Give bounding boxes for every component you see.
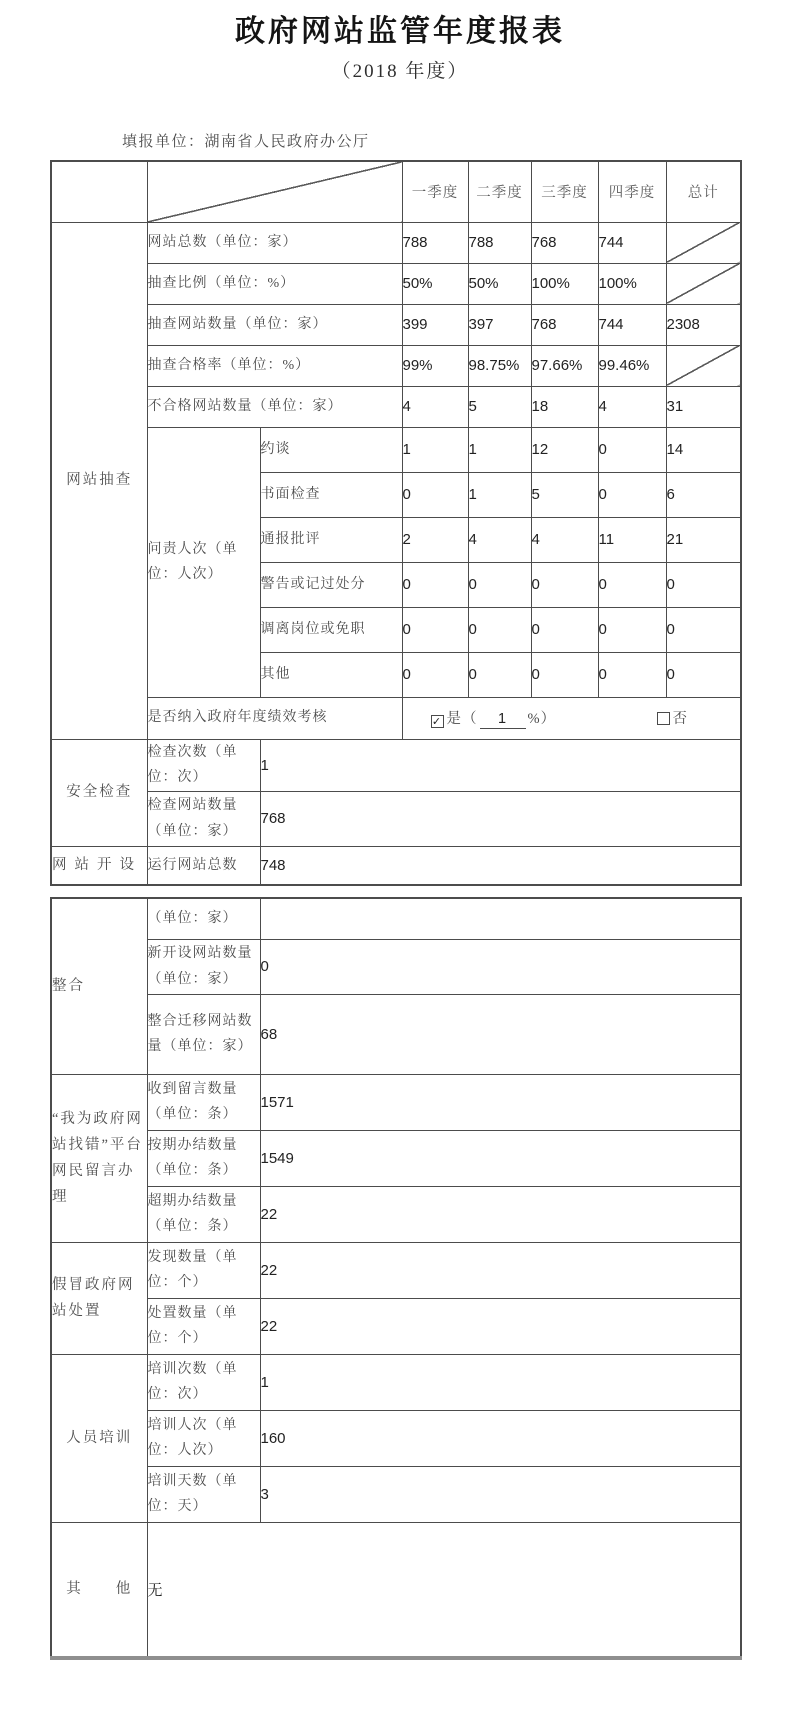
- row-label: 发现数量（单位：个）: [147, 1242, 260, 1298]
- q4-value: 99.46%: [598, 345, 666, 386]
- q2-value: 1: [468, 427, 531, 472]
- row-label: 警告或记过处分: [260, 562, 402, 607]
- row-label: 培训人次（单位：人次）: [147, 1410, 260, 1466]
- row-value: 768: [260, 791, 741, 846]
- total-value: 2308: [666, 304, 741, 345]
- row-label: 收到留言数量（单位：条）: [147, 1074, 260, 1130]
- table-row: [51, 1466, 741, 1522]
- group-label-website-sampling: 网站抽查: [51, 222, 147, 739]
- q2-value: 397: [468, 304, 531, 345]
- q3-value: 100%: [531, 263, 598, 304]
- column-header-q1: 一季度: [402, 161, 468, 222]
- page-subtitle: （2018 年度）: [331, 61, 469, 82]
- row-label: 运行网站总数: [147, 846, 260, 885]
- row-label: 处置数量（单位：个）: [147, 1298, 260, 1354]
- row-label: 书面检查: [260, 472, 402, 517]
- column-header-q3: 三季度: [531, 161, 598, 222]
- q3-value: 0: [531, 607, 598, 652]
- table-row: [51, 1186, 741, 1242]
- table-row: [51, 222, 741, 263]
- q1-value: 0: [402, 562, 468, 607]
- total-value: 0: [666, 562, 741, 607]
- table-row: [51, 939, 741, 994]
- row-value: 68: [260, 994, 741, 1074]
- row-label: 抽查合格率（单位：%）: [147, 345, 402, 386]
- q1-value: 4: [402, 386, 468, 427]
- assessment-yes: [431, 707, 557, 729]
- row-value: 1: [260, 1354, 741, 1410]
- column-header-q4: 四季度: [598, 161, 666, 222]
- q1-value: 99%: [402, 345, 468, 386]
- total-value-diagonal: [666, 263, 741, 304]
- q1-value: 0: [402, 652, 468, 697]
- group-label-error-platform: “我为政府网站找错”平台网民留言办理: [51, 1074, 147, 1242]
- row-label: 按期办结数量（单位：条）: [147, 1130, 260, 1186]
- q1-value: 0: [402, 472, 468, 517]
- q3-value: 12: [531, 427, 598, 472]
- group-label-security-check: 安全检查: [51, 739, 147, 846]
- assessment-no-label: 否: [672, 711, 688, 728]
- total-value: 0: [666, 607, 741, 652]
- group-label-training: 人员培训: [51, 1354, 147, 1522]
- table-row: [51, 898, 741, 939]
- q2-value: 0: [468, 607, 531, 652]
- supervision-table-page1: [50, 160, 742, 886]
- table-row: [51, 1130, 741, 1186]
- total-value-diagonal: [666, 345, 741, 386]
- q3-value: 0: [531, 562, 598, 607]
- q3-value: 0: [531, 652, 598, 697]
- assessment-yes-prefix: 是（: [446, 711, 478, 728]
- assessment-yes-suffix: %）: [527, 711, 557, 728]
- q4-value: 100%: [598, 263, 666, 304]
- row-value: 0: [260, 939, 741, 994]
- row-label: 整合迁移网站数量（单位：家）: [147, 994, 260, 1074]
- row-label: 通报批评: [260, 517, 402, 562]
- row-label: 培训次数（单位：次）: [147, 1354, 260, 1410]
- table-row: [51, 1074, 741, 1130]
- group-label-fake-sites: 假冒政府网站处置: [51, 1242, 147, 1354]
- row-label: 新开设网站数量（单位：家）: [147, 939, 260, 994]
- table-row: [51, 263, 741, 304]
- group-label-integration: 整合: [51, 898, 147, 1074]
- table-row: [51, 304, 741, 345]
- q4-value: 11: [598, 517, 666, 562]
- row-label: 约谈: [260, 427, 402, 472]
- q4-value: 0: [598, 652, 666, 697]
- row-value: 160: [260, 1410, 741, 1466]
- q4-value: 0: [598, 607, 666, 652]
- q1-value: 2: [402, 517, 468, 562]
- q2-value: 98.75%: [468, 345, 531, 386]
- row-label: （单位：家）: [147, 898, 260, 939]
- q1-value: 1: [402, 427, 468, 472]
- row-value: 748: [260, 846, 741, 885]
- table-row: [51, 427, 741, 472]
- table-row: [51, 1410, 741, 1466]
- assessment-no: [657, 707, 689, 728]
- column-header-total: 总计: [666, 161, 741, 222]
- total-value: 0: [666, 652, 741, 697]
- row-label: 抽查网站数量（单位：家）: [147, 304, 402, 345]
- q1-value: 0: [402, 607, 468, 652]
- q3-value: 97.66%: [531, 345, 598, 386]
- total-value: 6: [666, 472, 741, 517]
- assessment-percentage-value: 1: [480, 711, 526, 729]
- table-row: [51, 994, 741, 1074]
- q3-value: 4: [531, 517, 598, 562]
- q2-value: 0: [468, 652, 531, 697]
- q4-value: 744: [598, 222, 666, 263]
- q1-value: 788: [402, 222, 468, 263]
- assessment-label: 是否纳入政府年度绩效考核: [147, 697, 402, 739]
- row-value: 1549: [260, 1130, 741, 1186]
- q4-value: 0: [598, 562, 666, 607]
- reporting-unit: 填报单位：湖南省人民政府办公厅: [122, 134, 370, 150]
- row-value: 无: [147, 1522, 741, 1658]
- q4-value: 0: [598, 472, 666, 517]
- assessment-row: [51, 697, 741, 739]
- q2-value: 0: [468, 562, 531, 607]
- row-value: [260, 898, 741, 939]
- q4-value: 0: [598, 427, 666, 472]
- group-label-site-operation: 网站开设: [51, 846, 147, 885]
- q3-value: 5: [531, 472, 598, 517]
- q4-value: 744: [598, 304, 666, 345]
- row-label: 超期办结数量（单位：条）: [147, 1186, 260, 1242]
- q3-value: 18: [531, 386, 598, 427]
- q1-value: 399: [402, 304, 468, 345]
- table-row: [51, 386, 741, 427]
- header-corner-cell: [51, 161, 147, 222]
- q2-value: 50%: [468, 263, 531, 304]
- row-label: 不合格网站数量（单位：家）: [147, 386, 402, 427]
- page-title: 政府网站监管年度报表: [235, 15, 565, 48]
- table-row: [51, 1522, 741, 1658]
- q2-value: 5: [468, 386, 531, 427]
- group-label-other: 其 他: [51, 1522, 147, 1658]
- table-row: [51, 1242, 741, 1298]
- supervision-table-page2: [50, 897, 742, 1660]
- row-label: 网站总数（单位：家）: [147, 222, 402, 263]
- q2-value: 788: [468, 222, 531, 263]
- q1-value: 50%: [402, 263, 468, 304]
- row-value: 22: [260, 1186, 741, 1242]
- row-label: 其他: [260, 652, 402, 697]
- q4-value: 4: [598, 386, 666, 427]
- row-value: 1: [260, 739, 741, 791]
- q3-value: 768: [531, 222, 598, 263]
- total-value-diagonal: [666, 222, 741, 263]
- q3-value: 768: [531, 304, 598, 345]
- total-value: 21: [666, 517, 741, 562]
- table-row: [51, 345, 741, 386]
- q2-value: 1: [468, 472, 531, 517]
- row-label: 抽查比例（单位：%）: [147, 263, 402, 304]
- header-row: [51, 161, 741, 222]
- table-row: [51, 739, 741, 791]
- row-value: 22: [260, 1298, 741, 1354]
- unchecked-checkbox-icon: [657, 712, 670, 725]
- table-row: [51, 791, 741, 846]
- table-row: [51, 1298, 741, 1354]
- total-value: 14: [666, 427, 741, 472]
- total-value: 31: [666, 386, 741, 427]
- row-value: 22: [260, 1242, 741, 1298]
- checked-checkbox-icon: ✓: [431, 715, 443, 729]
- table-row: [51, 846, 741, 885]
- row-label: 培训天数（单位：天）: [147, 1466, 260, 1522]
- row-label: 检查网站数量（单位：家）: [147, 791, 260, 846]
- row-value: 1571: [260, 1074, 741, 1130]
- column-header-q2: 二季度: [468, 161, 531, 222]
- table-row: [51, 1354, 741, 1410]
- header-diagonal-cell: [147, 161, 402, 222]
- assessment-value-cell: [402, 697, 741, 739]
- row-label: 检查次数（单位：次）: [147, 739, 260, 791]
- accountability-label: 问责人次（单位：人次）: [147, 427, 260, 697]
- row-value: 3: [260, 1466, 741, 1522]
- q2-value: 4: [468, 517, 531, 562]
- row-label: 调离岗位或免职: [260, 607, 402, 652]
